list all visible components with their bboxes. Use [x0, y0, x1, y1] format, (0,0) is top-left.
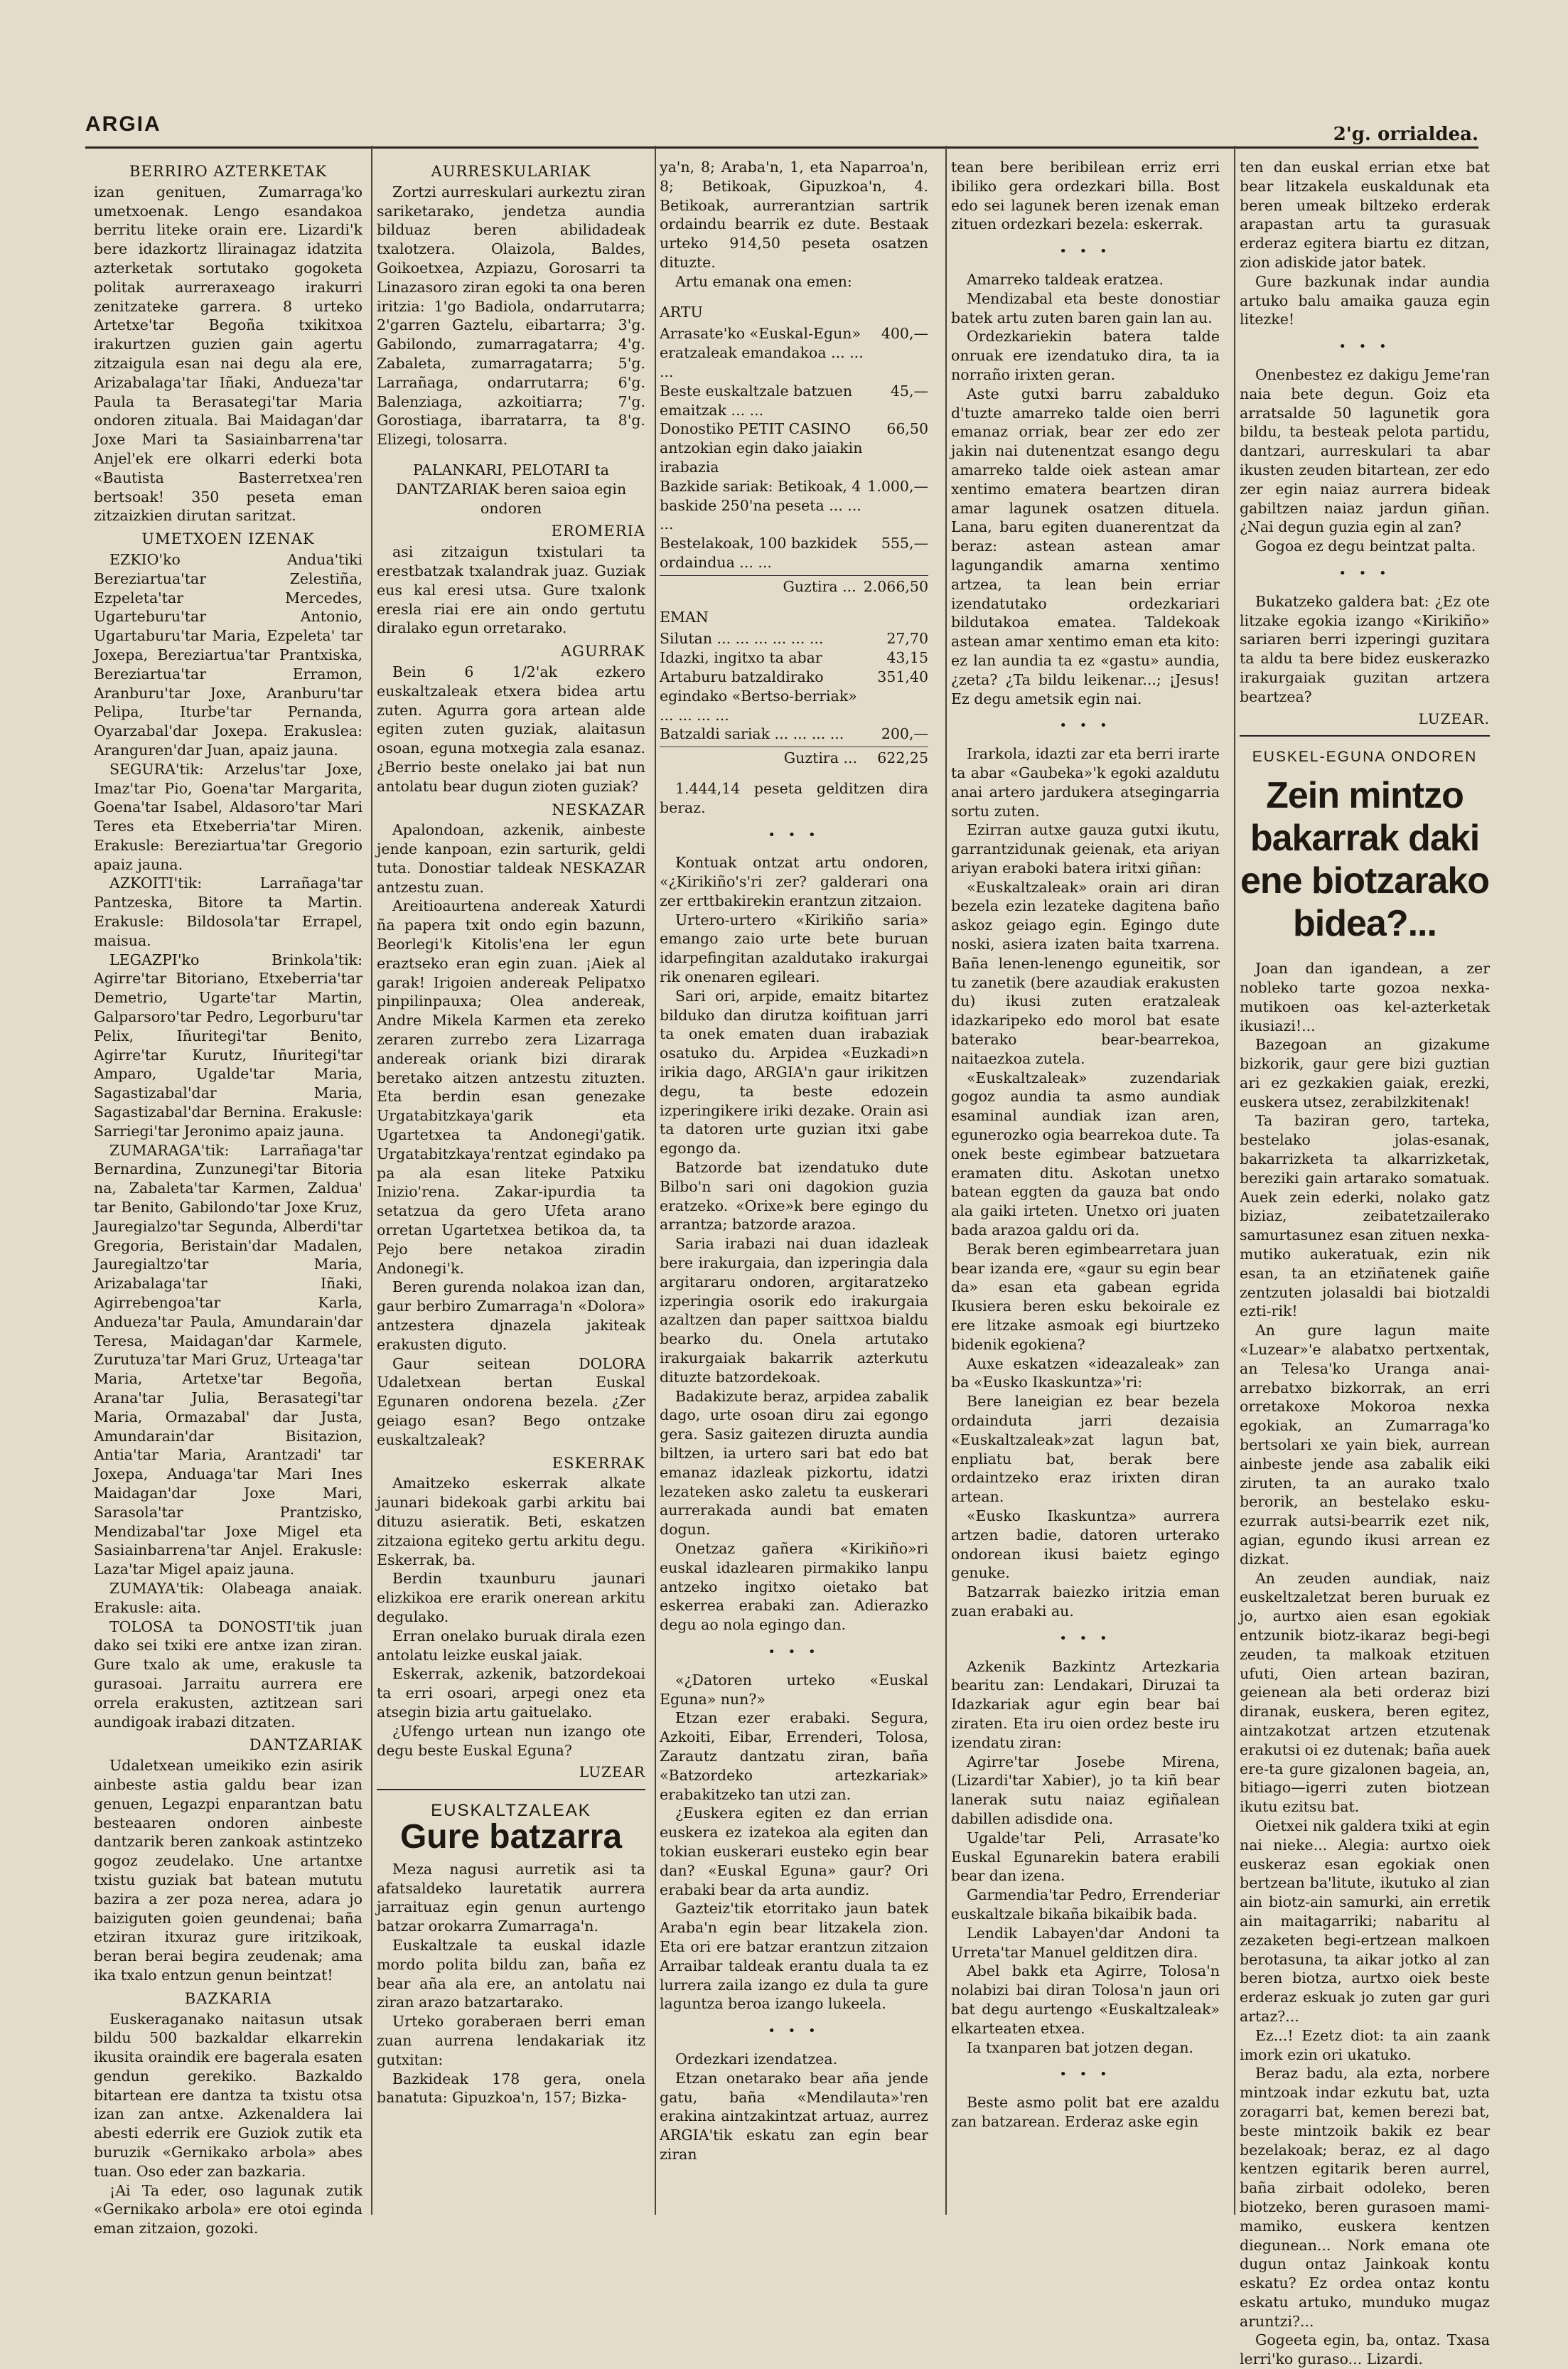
paragraph: Berak beren egimbearretara juan bear izanda ere, «gaur su egin bear da» esan eta gabean egrida Ikusiera beren esku bekoirale ez ere litzake asmoak egi biurtzeko bidenik egokiena?: [951, 1240, 1220, 1353]
heading: PALANKARI, PELOTARI ta DANTZARIAK beren saioa egin ondoren: [395, 461, 627, 517]
paragraph: Aste gutxi barru zabalduko d'tuzte amarreko talde oien berri emanaz orriak, bear zer edo zer jakin nai dutenentzat esango degu amarreko talde oiek astean amar xentimo ematera beartzen diran amar lagunek osatzen dituela. Lana, baru egiten duanerentzat da beraz: astean astean amar lagungandik amarna xentimo artzea, ta lean bein erriar izendatutako ordezkariari bildutakoa ematea. Taldekoak astean amar xentimo eman eta kito: ez lan aundia ta ez «gastu» aundia, ¿zeta? ¿Ta bildu leikenar...; ¡Jesus! Ez degu ametsik egin nai.: [951, 385, 1220, 707]
paragraph: Apalondoan, azkenik, ainbeste jende kanpoan, ezin sarturik, geldi tuta. Donostiar taldeak NESKAZAR antzestu zuan.: [377, 821, 645, 896]
paragraph: Bazkideak 178 gera, onela banatuta: Gipuzkoa'n, 157; Bizka-: [377, 2070, 645, 2107]
paragraph: Ta baziran gero, tarteka, bestelako jolas-esanak, bakarrizketa ta alkarrizketak, bereziki gain artarako somatuak. Auek zein ederki, nolako gatz biziaz, zeibatetzailerako samurtasunez esan zituen nexka-mutiko aukeratuak, ezin nik esan, ta an etziñatenek gaiñe zentzuten jolasaldi bai biotzaldi ezti-rik!: [1240, 1112, 1490, 1320]
column-rule: [371, 146, 372, 2215]
heading: BERRIRO AZTERKETAK: [129, 163, 328, 180]
page-number: 2'g. orrialdea.: [1333, 124, 1478, 145]
account-label: Artaburu batzaldirako egindako «Bertso-berriak» ... ... ... ...: [660, 668, 857, 724]
paragraph: «Euskaltzaleak» zuzendariak gogoz aundia ta asmo aundiak esaminal aundiak izan aren, egunerozko ogia bearrekoa dute. Ta onek beste egimbear batzuetara eramaten ditu. Askotan unetxo batean eggten da gauza bat ondo ala gaiki irteten. Unetxo ori juaten bada arazoa galdu ori da.: [951, 1069, 1220, 1239]
paragraph: Beste asmo polit bat ere azaldu zan batzarean. Erderaz aske egin: [951, 2094, 1220, 2130]
paragraph: Ugalde'tar Peli, Arrasate'ko Euskal Egunarekin batera erabili bear dan izena.: [951, 1829, 1220, 1885]
paragraph: Areitioaurtena andereak Xaturdi ña papera txit ondo egin bazunn, Beorlegi'k Kitolis'ena ler egun eraztseko eran egin zuan. ¡Aiek al garak! Irigoien andereak Pelipatxo pinpilinpauxa; Olea andereak, Andre Mikela Karmen eta zereko zeraren zurrebo zera Lizarraga andereak oriank bizi dirarak beretako aitzen antzestu zituzten. Eta berdin esan genezake Urgatabitzkaya'garik eta Ugartetxea ta Andonegi'gatik. Urgatabitzkaya'rentzat egindako pa pa ala esan liteke Patxiku Inizio'rena. Zakar-ipurdia ta setatzua da gero Ufeta arano orretan Ugartetxea betikoa da, ta Pejo bere netakoa ziradin Andonegi'k.: [377, 897, 645, 1277]
account-label: Beste euskaltzale batzuen emaitzak ... ...: [660, 382, 853, 419]
income-total: Guztira ... 2.066,50: [660, 575, 928, 597]
paragraph: LEGAZPI'ko Brinkola'tik: Agirre'tar Bitoriano, Etxeberria'tar Demetrio, Ugarte'tar Martin, Galparsoro'tar Pedro, Legorburu'tar Pelix, Iñuritegi'tar Benito, Agirre'tar Kurutz, Iñuritegi'tar Amparo, Ugalde'tar Maria, Sagastizabal'dar Maria, Sagastizabal'dar Bernina. Erakusle: Sarriegi'tar Jeronimo apaiz jauna.: [94, 951, 363, 1140]
separator-dots: • • •: [1338, 339, 1391, 355]
separator-dots: • • •: [1059, 718, 1112, 734]
paragraph: Erran onelako buruak dirala ezen antolatu leizke euskal jaiak.: [377, 1627, 645, 1664]
paragraph: Berdin txaunburu jaunari elizkikoa ere erarik onerean arkitu degulako.: [377, 1570, 645, 1625]
paragraph: Auxe eskatzen «ideazaleak» zan ba «Eusko Ikaskuntza»'ri:: [951, 1354, 1220, 1391]
paragraph: Ia txanparen bat jotzen degan.: [967, 2038, 1194, 2056]
account-label: Batzaldi sariak ... ... ... ...: [660, 725, 844, 743]
headline: Zein mintzo bakarrak daki ene biotzarako bidea?...: [1240, 775, 1490, 945]
paragraph: ten dan euskal errian etxe bat bear litzakela euskaldunak eta beren umeak biltzeko erderak arapastan artu ta gurasuak erderaz egitera biartu ez ditzan, zion adiskide jator batek.: [1240, 159, 1490, 271]
paragraph: izan genituen, Zumarraga'ko umetxoenak. Lengo esandakoa berritu liteke orain ere. Lizardi'k bere idazkortz llirainagaz idatzita azterketak sortutako gogoketa politak aurreraxeago irakurri zenitzateke garrera. 8 urteko Artetxe'tar Begoña txikitxoa irakurtzen guzien gain agertu zitzaigula esan nai degu ala ere, Arizabalaga'tar Iñaki, Andueza'tar Paula ta Berasategi'tar Maria ondoren zituala. Bai Maidagan'dar Joxe Mari ta Sasiainbarrena'tar Anjel'ek ere olkarri ederki bota «Bautista Basterretxea'ren bertsoak! 350 peseta eman zitzaizkien dirutan saritzat.: [94, 183, 363, 525]
separator-dots: • • •: [1338, 565, 1391, 581]
paragraph: Bazegoan an gizakume bizkorik, gaur gere bizi guztian ari ez gezkakien gaiak, erezki, euskera utsez, zerabilzkitenak!: [1240, 1036, 1490, 1111]
account-label: Idazki, ingitxo ta abar: [660, 649, 822, 667]
paragraph: 1.444,14 peseta gelditzen dira beraz.: [660, 779, 928, 816]
paragraph: Beraz badu, ala ezta, norbere mintzoak indar ezkutu bat, uzta zoragarri bat, kemen berezi bat, beste mintzoik bakik ez bear bezelakoak; beraz, ez al dago kentzen egitarik beren aurrel, baña zirbait odoleko, beren biotzeko, beren gurasoen mami-mamiko, euskera kentzen diegunean... Nork emana ote dugun ontaz Jainkoak kontu eskatu? Ez ordea ontaz kontu eskatu artuko, munduko mugaz aruntzi?...: [1240, 2065, 1490, 2330]
paragraph: Azkenik Bazkintz Artezkaria bearitu zan: Lendakari, Diruzai ta Idazkariak agur egin bear bai ziraten. Eta iru oien ordez beste iru izendatu ziran:: [951, 1657, 1220, 1751]
column-2: [377, 158, 645, 2220]
paragraph: TOLOSA ta DONOSTI'tik juan dako sei txiki ere antxe izan ziran. Gure txalo ak ume, erakusle ta gurasoai. Jarraitu aurrera ere orrela erakusten, aztitzean sari aundigoak irabazi ditzaten.: [94, 1617, 363, 1731]
paragraph: Amarreko taldeak eratzea.: [967, 270, 1164, 288]
heading: ARTU: [660, 303, 703, 321]
account-amount: 27,70: [886, 630, 928, 648]
account-row: [660, 324, 928, 381]
paragraph: Ordezkariekin batera talde onruak ere izendatuko dira, ta ia norraño irixten geran.: [951, 328, 1220, 383]
paragraph: AZKOITI'tik: Larrañaga'tar Pantzeska, Bitore ta Martin. Erakusle: Bildosola'tar Errapel, maisua.: [94, 875, 363, 949]
account-row: [660, 419, 928, 476]
paragraph: «Eusko Ikaskuntza» aurrera artzen badie, datoren urterako ondorean ikusi baietz egingo genuke.: [951, 1507, 1220, 1582]
separator-dots: • • •: [768, 827, 820, 843]
paragraph: ¿Ufengo urtean nun izango ote degu beste Euskal Eguna?: [377, 1722, 645, 1759]
paragraph: Agirre'tar Josebe Mirena, (Lizardi'tar Xabier), jo ta kiñ bear lanerak sutu naiaz egiñalean dabillen adisdide ona.: [951, 1753, 1220, 1827]
article-box: [1240, 735, 1490, 2369]
account-label: Donostiko PETIT CASINO antzokian egin dako jaiakin irabazia: [660, 420, 863, 476]
section-title: EUSKEL-EGUNA ONDOREN: [1252, 749, 1478, 766]
account-label: Arrasate'ko «Euskal-Egun» eratzaleak emandakoa ... ... ...: [660, 325, 864, 380]
paragraph: Oietxei nik galdera txiki at egin nai nieke... Alegia: aurtxo oiek euskeraz esan egokiak onen bertzean ba'litute, ikutuko al zian ain biotz-ain samurki, ain erretik ain maitagarriki; nabaritu al zezaketen begi-ertzean malkoen berotasuna, ta aikar jotko al zan beren biotza, aurtxo oiek beste erderaz eskuak jo zuten gar guri artaz?...: [1240, 1817, 1490, 2025]
account-amount: 66,50: [886, 420, 928, 438]
paragraph: Irarkola, idazti zar eta berri irarte ta abar «Gaubeka»'k egoki azaldutu anai artero jardukera atsegingarria sortu zuten.: [951, 745, 1220, 820]
paragraph: Udaletxean umeikiko ezin asirik ainbeste astia galdu bear izan genuen, Legazpi enparantzan batu besteaaren ondoren ainbeste dantzarik beren zankoak astintzeko gogoz zeudelako. Une artantxe txistu guziak bat batean mututu bazira a zer poza nerea, adara jo baiziguten goien geundenai; baña etziran itxuraz gure iritzikoak, beran berai begira zeudenak; ama ika txalo entzun genun beintzat!: [94, 1757, 363, 1984]
page-header: [85, 107, 1478, 149]
paragraph: Garmendia'tar Pedro, Errenderiar euskaltzale bikaña bikaibik bada.: [951, 1886, 1220, 1923]
paragraph: Etzan ezer erabaki. Segura, Azkoiti, Eibar, Errenderi, Tolosa, Zarautz dantzatu ziran, baña «Batzordeko artezkariak» erabakitzeko tan utzi zan.: [660, 1709, 928, 1803]
account-label: Silutan ... ... ... ... ... ...: [660, 630, 824, 648]
newspaper-name: ARGIA: [85, 112, 161, 136]
paragraph: Zortzi aurreskulari aurkeztu ziran sariketarako, jendetza aundia bilduaz beren abilidadeak txalotzera. Olaizola, Baldes, Goikoetxea, Azpiazu, Gorosarri ta Linazasoro ziran egoki ta ona beren iritzia: 1'go Badiola, ondarrutarra; 2'garren Gaztelu, eibartarra; 3'g. Gabilondo, zumarragatarra; 4'g. Zabaleta, zumarragatarra; 5'g. Larrañaga, ondarrutarra; 6'g. Balenziaga, azkoitiarra; 7'g. Gorostiaga, ibarratarra, ta 8'g. Elizegi, tolosarra.: [377, 183, 645, 449]
separator-dots: • • •: [1059, 1630, 1112, 1646]
paragraph: Bein 6 1/2'ak ezkero euskaltzaleak etxera bidea artu zuten. Agurra gora artean alde egiten zuten guziak, alaitasun osoan, eguna motxegia zala esanaz. ¿Berrio beste onelako jai bat nun antolatu bear dugun zioten guziak?: [377, 663, 645, 795]
paragraph: ZUMARAGA'tik: Larrañaga'tar Bernardina, Zunzunegi'tar Bitoria na, Zabaleta'tar Karmen, Zaldua' tar Benito, Gabilondo'tar Joxe Kruz, Jauregialzo'tar Segunda, Alberdi'tar Gregoria, Beristain'dar Madalen, Jauregialtzo'tar Maria, Arizabalaga'tar Iñaki, Agirrebengoa'tar Karla, Andueza'tar Paula, Amundarain'dar Teresa, Maidagan'dar Karmele, Zurutuza'tar Mari Gruz, Urteaga'tar Maria, Artetxe'tar Begoña, Arana'tar Julia, Berasategi'tar Maria, Ormazabal' dar Justa, Amundarain'dar Bisitazion, Antia'tar Maria, Arantzadi' tar Joxepa, Anduaga'tar Mari Ines Maidagan'dar Joxe Mari, Sarasola'tar Prantzisko, Mendizabal'tar Joxe Migel eta Sasiainbarrena'tar Anjel. Erakusle: Laza'tar Migel apaiz jauna.: [94, 1141, 363, 1578]
paragraph: Saria irabazi nai duan idazleak bere irakurgaia, dan izperingia dala argitararu ondoren, argitaratzeko izperingia osorik edo irakurgaia azaltzen dan paper saittxoa bialdu bearko du. Onela artutako irakurgaiak bakarrik azterkutu dituzte batzordekoak.: [660, 1235, 928, 1386]
heading: UMETXOEN IZENAK: [141, 530, 315, 548]
account-amount: 555,—: [881, 535, 928, 552]
paragraph: Urtero-urtero «Kirikiño saria» emango zaio urte bete buruan idarpefingitan azaldutako irakurgai rik onenaren egileari.: [660, 911, 928, 986]
account-amount: 200,—: [881, 725, 928, 743]
paragraph: Lendik Labayen'dar Andoni ta Urreta'tar Manuel gelditzen dira.: [951, 1924, 1220, 1961]
separator-dots: • • •: [1059, 244, 1112, 260]
paragraph: Gaur seitean DOLORA Udaletxean bertan Euskal Egunaren ondorena bezela. ¿Zer geiago esan? Bego ontzake euskaltzaleak?: [377, 1354, 645, 1448]
account-amount: 1.000,—: [867, 477, 928, 495]
account-row: [660, 648, 928, 668]
paragraph: Ordezkari izendatzea.: [675, 2050, 838, 2068]
paragraph: Meza nagusi aurretik asi ta afatsaldeko lauretatik aurrera jarraituaz egin genun aurtengo batzar orokarra Zumarraga'n.: [377, 1860, 645, 1935]
paragraph: ¿Euskera egiten ez dan errian euskera ez izatekoa ala egiten dan tokian euskerari eusteko egin bear dan? «Euskal Eguna» gaur? Ori erabaki bear da arta aundiz.: [660, 1804, 928, 1898]
paragraph: Ez...! Ezetz diot: ta ain zaank imork ezin ori ukatuko.: [1240, 2026, 1490, 2063]
column-rule: [655, 146, 656, 2215]
paragraph: Etzan onetarako bear aña jende gatu, baña «Mendilauta»'ren erakina aintzakintzat artuaz, aurrez ARGIA'tik eskatu zan egin bear ziran: [660, 2069, 928, 2163]
paragraph: Gazteiz'tik etorritako jaun batek Araba'n egin bear litzakela zion. Eta ori ere batzar erantzun zitzaion Arraibar taldeak erantu duala ta ez lurrera zaila izango ez dula ta gure laguntza beroa izango lukeela.: [660, 1900, 928, 2013]
account-label: Bazkide sariak: Betikoak, 4 baskide 250'na peseta ... ... ...: [660, 477, 861, 533]
account-row: [660, 534, 928, 572]
paragraph: «¿Datoren urteko «Euskal Eguna» nun?»: [660, 1671, 928, 1708]
heading: AURRESKULARIAK: [431, 163, 591, 180]
paragraph: Urteko goraberaen berri eman zuan aurrena lendakariak itz gutxitan:: [377, 2013, 645, 2068]
headline: Gure batzarra: [399, 1817, 623, 1856]
separator-dots: • • •: [768, 2023, 820, 2039]
paragraph: Eskerrak, azkenik, batzordekoai ta erri osoari, arpegi onez eta atsegin bizia artu gaituelako.: [377, 1665, 645, 1721]
heading: BAZKARIA: [184, 1989, 272, 2007]
paragraph: Batzarrak baiezko iritzia eman zuan erabaki au.: [951, 1583, 1220, 1620]
paragraph: Artu emanak ona emen:: [675, 272, 852, 290]
paragraph: Bukatzeko galdera bat: ¿Ez ote litzake egokia izango «Kirikiño» sariaren berri izperingi guzitara ta aldu ta bere bidez euskerazko irakurgaiak guzitan artzera beartzea?: [1240, 592, 1490, 705]
account-row: [660, 668, 928, 724]
separator-dots: • • •: [1059, 2067, 1112, 2082]
account-amount: 43,15: [886, 649, 928, 667]
account-label: Bestelakoak, 100 bazkidek ordaindua ... ...: [660, 535, 857, 571]
account-amount: 45,—: [890, 382, 928, 400]
paragraph: Gogoa ez degu beintzat palta.: [1255, 538, 1476, 555]
paragraph: Sari ori, arpide, emaitz bitartez bilduko dan dirutza koifituan jarri ta onek ematen duan irabaziak osatuko du. Arpidea «Euzkadi»n irikia dago, ARGIA'n gaur irikitzen degu, ta beste edozein izperingikere iriki dezake. Orain asi ta datoren urte guzian itxi gabe egongo da.: [660, 987, 928, 1157]
paragraph: Onenbestez ez dakigu Jeme'ran naia bete degun. Goiz eta arratsalde 50 lagunetik gora bildu, ta besteak pelota partidu, dantzari, aurreskulari ta abar ikusten zeuden bitartean, zer edo zer egin naiaz aurrera bideak gabiltzen naiaz jardun giñan. ¿Nai degun guzia egin al zan?: [1240, 365, 1490, 536]
column-3: [660, 158, 928, 2220]
paragraph: ¡Ai Ta eder, oso lagunak zutik «Gernikako arbola» ere otoi eginda eman zitzaion, gozoki.: [94, 2181, 363, 2237]
paragraph: An zeuden aundiak, naiz euskeltzaletzat beren buruak ez jo, aurtxo aien esan egokiak entzunik biotz-ikaraz begi-begi zeuden, ta malkoak etzituen ufuti, Oien artean baziran, geienean ala beti orderaz bizi diranak, euskera, beren egitez, aintzakotzat artzen etzutenak erakutsi oi ez dutenak; baña auek ere-ta gure gizalonen bageia, an, bitiago—igerri zuten biotzean ikutu ezitsu bat.: [1240, 1569, 1490, 1816]
paragraph: Euskaltzale ta euskal idazle mordo polita bildu zan, baña ez bear aña ala ere, an antolatu nai ziran arazo batzartarako.: [377, 1936, 645, 2011]
heading: ESKERRAK: [552, 1454, 645, 1472]
paragraph: EZKIO'ko Andua'tiki Bereziartua'tar Zelestiña, Ezpeleta'tar Mercedes, Ugarteburu'tar Antonio, Ugartaburu'tar Maria, Ezpeleta' tar Joxepa, Bereziartua'tar Prantxiska, Bereziartua'tar Erramon, Aranburu'tar Joxe, Aranburu'tar Pelipa, Iturbe'tar Pernanda, Oyarzabal'dar Joxepa. Erakuslea: Aranguren'dar Juan, apaiz jauna.: [94, 550, 363, 759]
section-title: EUSKALTZALEAK: [431, 1801, 591, 1821]
paragraph: Onetzaz gañera «Kirikiño»ri euskal idazlearen pirmakiko lanpu antzeko ingitxo oietako bat eskerrea erabaki zan. Adierazko degu ao nola egingo dan.: [660, 1539, 928, 1634]
signature: LUZEAR.: [1418, 710, 1490, 727]
paragraph: Batzorde bat izendatuko dute Bilbo'n sari oni dagokion guzia eratzeko. «Orixe»k bere egingo du arrantza; batzorde arazoa.: [660, 1159, 928, 1234]
signature: LUZEAR: [579, 1763, 645, 1781]
income-table: [660, 324, 928, 572]
column-1: [94, 158, 363, 2237]
paragraph: Joan dan igandean, a zer nobleko tarte gozoa nexka-mutikoen oas kel-azterketak ikusiazi!...: [1240, 960, 1490, 1034]
paragraph: ZUMAYA'tik: Olabeaga anaiak. Erakusle: aita.: [94, 1579, 363, 1616]
paragraph: ya'n, 8; Araba'n, 1, eta Naparroa'n, 8; Betikoak, Gipuzkoa'n, 4. Betikoak, aurrerantzian sartrik ordaindu bearrik ez dute. Bestaak urteko 914,50 peseta osatzen dituzte.: [660, 159, 928, 271]
paragraph: Gure bazkunak indar aundia artuko balu amaika gauza egin litezke!: [1240, 272, 1490, 328]
column-4: [951, 158, 1220, 2220]
paragraph: Kontuak ontzat artu ondoren, «¿Kirikiño's'ri zer? galderari ona zer erttbakirekin erantzun zitzaion.: [660, 854, 928, 909]
article-box: [377, 1789, 645, 2107]
paragraph: asi zitzaigun txistulari ta erestbatzak txalandrak juaz. Guziak eus kal eresi utsa. Gure txalonk eresla riai ere ain ondo gertutu diralako egun orretarako.: [377, 543, 645, 637]
paragraph: Gogeeta egin, ba, ontaz. Txasa lerri'ko guraso... Lizardi.: [1240, 2331, 1490, 2368]
separator-dots: • • •: [768, 1644, 820, 1659]
column-5: [1240, 158, 1490, 2368]
heading: EMAN: [660, 608, 709, 626]
heading: EROMERIA: [551, 523, 645, 540]
paragraph: Ezirran autxe gauza gutxi ikutu, garrantzidunak geienak, eta ariyan ariyan eraboki batera iritxi giñan:: [951, 821, 1220, 877]
paragraph: Mendizabal eta beste donostiar batek artu zuten baren gain lan au.: [951, 289, 1220, 326]
paragraph: tean bere beribilean erriz erri ibiliko gera ordezkari billa. Bost edo sei lagunek beren izenak eman zituen ordezkari bezela: eskerrak.: [951, 159, 1220, 233]
column-rule: [1234, 146, 1235, 2215]
paragraph: «Euskaltzaleak» orain ari diran bezela ezin lezateke dagitena baño askoz geiago egin. Egingo dute noski, asiera izaten baita txarrena. Baña lenen-lenengo eguneitik, sor tu zanetik (bere azaudiak erakusten du) ikusi zuten eratzaleak idazkaripeko edo morol bat esate baterako bear-bearrekoa, naitaezkoa zutela.: [951, 878, 1220, 1067]
paragraph: Amaitzeko eskerrak alkate jaunari bidekoak garbi arkitu bai dituzu asieratik. Beti, eskatzen zitzaiona egiteko gertu arkitu degu. Eskerrak, ba.: [377, 1475, 645, 1568]
expense-table: [660, 629, 928, 744]
column-rule: [945, 146, 947, 2215]
account-row: [660, 382, 928, 420]
account-row: [660, 477, 928, 534]
account-amount: 400,—: [881, 325, 928, 343]
paragraph: Badakizute beraz, arpidea zabalik dago, urte osoan diru zai egongo gera. Sasiz gaitezen diruzta aundia biltzen, ia urtero sari bat edo bat emanaz idazleak pizkortu, idatzi lezateken asko zaletu ta euskerari aurrerakada aundi bat ematen dogun.: [660, 1387, 928, 1539]
paragraph: An gure lagun maite «Luzear»'e alabatxo pertxentak, an Telesa'ko Uranga anai-arrebatxo bizkorrak, an erri orretakoxe Mokoroa nexka egokiak, an Zumarraga'ko bertsolari xe yain biek, aurrean ainbeste jende asa zabalik eiki ziruten, ta an aurako txalo berorik, an bestelako esku-ezurrak autsi-bearrik ezet nik, agian, egundo ikusi arrean ez dizkat.: [1240, 1322, 1490, 1568]
account-row: [660, 629, 928, 648]
expense-total: Guztira ... 622,25: [660, 747, 928, 768]
paragraph: SEGURA'tik: Arzelus'tar Joxe, Imaz'tar Pio, Goena'tar Margarita, Goena'tar Isabel, Aldasoro'tar Mari Teres eta Etxeberria'tar Miren. Erakusle: Bereziartua'tar Gregorio apaiz jauna.: [94, 760, 363, 873]
heading: AGURRAK: [560, 643, 645, 661]
paragraph: Euskeraganako naitasun utsak bildu 500 bazkaldar elkarrekin ikusita oraindik ere bagerala esaten gendun gerekiko. Bazkaldo bitartean ere dantza ta txistu otsa izan zan antxe. Azkenaldera lai abesti ederrik ere Guziok zutik eta buruzik «Gernikako arbola» abes tuan. Oso eder zan bazkaria.: [94, 2010, 363, 2180]
heading: NESKAZAR: [552, 801, 645, 818]
account-row: [660, 724, 928, 744]
paragraph: Bere laneigian ez bear bezela ordainduta jarri dezaisia «Euskaltzaleak»zat lagun bat, enpliatu bat, berak bere ordaintzeko eraz irixten diran artean.: [951, 1393, 1220, 1506]
heading: DANTZARIAK: [249, 1736, 363, 1754]
account-amount: 351,40: [877, 668, 928, 685]
paragraph: Abel bakk eta Agirre, Tolosa'n nolabizi bai diran Tolosa'n jaun ori bat degu aurtengo «Euskaltzaleak» elkarteaten etxea.: [951, 1962, 1220, 2037]
paragraph: Beren gurenda nolakoa izan dan, gaur berbiro Zumarraga'n «Dolora» antzestera djnazela jakiteak erakusten diguto.: [377, 1278, 645, 1353]
